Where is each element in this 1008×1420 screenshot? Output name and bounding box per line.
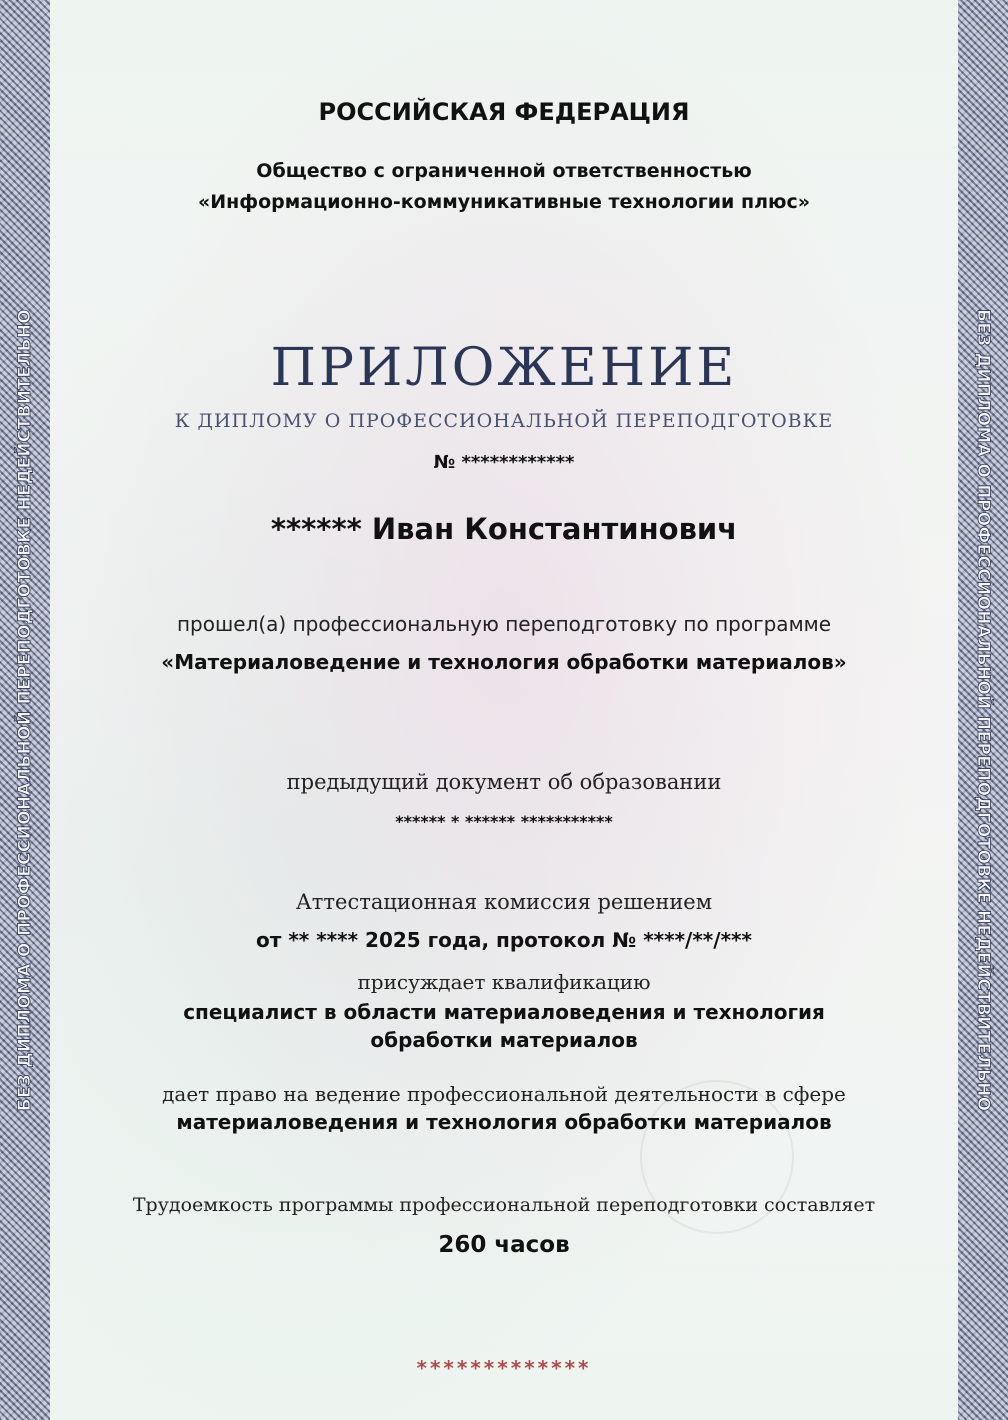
previous-education-value: ****** * ****** *********** [395,812,613,831]
rights-sphere: материаловедения и технология обработки материалов [176,1110,832,1134]
document-subtitle: К ДИПЛОМУ О ПРОФЕССИОНАЛЬНОЙ ПЕРЕПОДГОТОВКЕ [174,410,834,432]
qualification-line-1: специалист в области материаловедения и технология [183,1000,825,1024]
country-heading: РОССИЙСКАЯ ФЕДЕРАЦИЯ [318,98,690,126]
qualification-line-2: обработки материалов [370,1028,638,1052]
previous-education-label: предыдущий документ об образовании [286,770,722,794]
labor-hours: 260 часов [438,1232,570,1258]
document-title: ПРИЛОЖЕНИЕ [270,338,738,398]
organization-name: «Информационно-коммуникативные технологии плюс» [197,191,811,213]
commission-decision: от ** **** 2025 года, протокол № ****/**/*** [256,928,752,952]
document-number: № ************ [433,452,575,473]
serial-number: ************* [416,1356,592,1380]
left-border-text: БЕЗ ДИПЛОМА О ПРОФЕССИОНАЛЬНОЙ ПЕРЕПОДГОТОВКЕ НЕДЕЙСТВИТЕЛЬНО [15,308,35,1112]
right-border-text: БЕЗ ДИПЛОМА О ПРОФЕССИОНАЛЬНОЙ ПЕРЕПОДГОТОВКЕ НЕДЕЙСТВИТЕЛЬНО [973,308,993,1112]
holder-name: ****** Иван Константинович [270,512,738,546]
qualification-label: присуждает квалификацию [357,970,651,994]
program-name: «Материаловедение и технология обработки материалов» [161,650,847,674]
program-intro: прошел(а) профессиональную переподготовку по программе [176,612,832,636]
rights-label: дает право на ведение профессиональной деятельности в сфере [162,1082,846,1106]
commission-label: Аттестационная комиссия решением [295,890,713,914]
organization-type: Общество с ограниченной ответственностью [256,160,752,182]
labor-intensity-label: Трудоемкость программы профессиональной переподготовки составляет [132,1194,876,1216]
